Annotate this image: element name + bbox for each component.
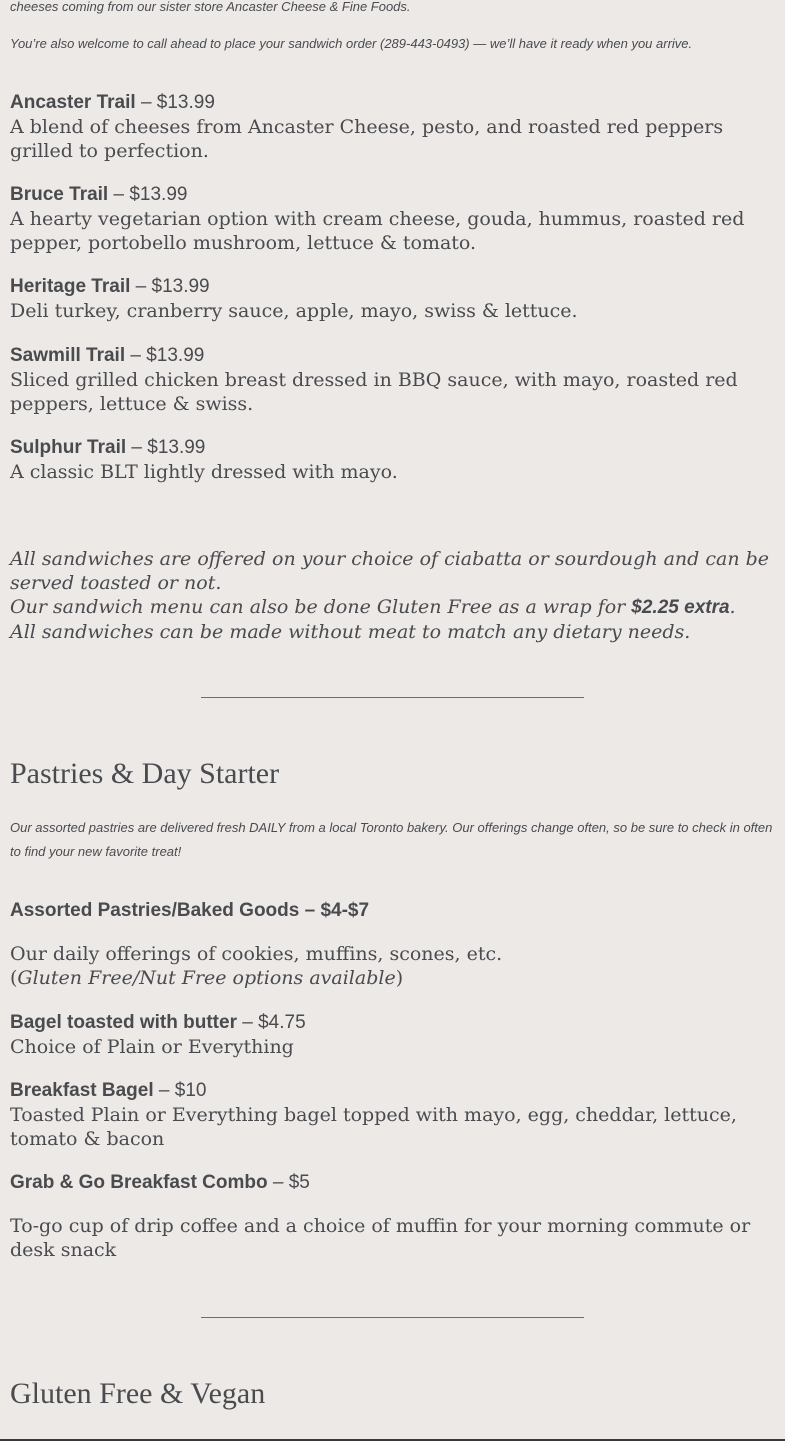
item-price: – $13.99: [130, 276, 210, 297]
item-price: – $4.75: [236, 1012, 306, 1033]
item-name: Bagel toasted with butter: [10, 1012, 237, 1033]
menu-item-heritage-trail: [10, 274, 775, 323]
menu-item-ancaster-trail: [10, 90, 775, 163]
item-description: Our daily offerings of cookies, muffins, scones, etc.: [10, 943, 503, 965]
menu-item-breakfast-bagel: [10, 1078, 775, 1151]
item-name: Breakfast Bagel: [10, 1080, 154, 1101]
menu-item-assorted-pastries: [10, 898, 775, 923]
section-heading-pastries: Pastries & Day Starter: [10, 757, 280, 790]
sandwich-notes: [10, 547, 775, 644]
menu-item-bagel-butter: [10, 1010, 775, 1059]
item-description: A classic BLT lightly dressed with mayo.: [10, 461, 398, 483]
item-name: Assorted Pastries/Baked Goods – $4-$7: [10, 900, 370, 921]
item-price: – $13.99: [126, 437, 206, 458]
item-description: Sliced grilled chicken breast dressed in BBQ sauce, with mayo, roasted red peppers, lettuce & swiss.: [10, 369, 738, 415]
item-description: A blend of cheeses from Ancaster Cheese, pesto, and roasted red peppers grilled to perfection.: [10, 116, 724, 162]
item-description: A hearty vegetarian option with cream cheese, gouda, hummus, roasted red pepper, portobello mushroom, lettuce & tomato.: [10, 208, 745, 254]
meatless-note: All sandwiches can be made without meat to match any dietary needs.: [10, 621, 691, 643]
item-description: Deli turkey, cranberry sauce, apple, mayo, swiss & lettuce.: [10, 300, 578, 322]
section-divider: [201, 1317, 584, 1318]
section-divider: [201, 697, 584, 698]
menu-item-sawmill-trail: [10, 343, 775, 416]
item-price: – $13.99: [135, 92, 215, 113]
item-name: Bruce Trail: [10, 184, 109, 205]
intro-text: cheeses coming from our sister store Ancaster Cheese & Fine Foods.: [10, 0, 411, 14]
item-price: – $13.99: [125, 345, 205, 366]
bread-choice-note: All sandwiches are offered on your choice of ciabatta or sourdough and can be served toasted or not.: [10, 548, 770, 594]
gluten-free-price: $2.25 extra: [631, 597, 730, 618]
item-name: Sulphur Trail: [10, 437, 127, 458]
assorted-pastries-description: Our daily offerings of cookies, muffins, scones, etc. (Gluten Free/Nut Free options available): [10, 942, 775, 990]
item-description: To-go cup of drip coffee and a choice of muffin for your morning commute or desk snack: [10, 1215, 751, 1261]
item-description: Choice of Plain or Everything: [10, 1036, 294, 1058]
menu-item-breakfast-combo: [10, 1170, 775, 1195]
menu-item-bruce-trail: [10, 182, 775, 255]
item-price: – $13.99: [108, 184, 188, 205]
item-price: – $10: [153, 1080, 207, 1101]
item-description: Toasted Plain or Everything bagel topped with mayo, egg, cheddar, lettuce, tomato & bacon: [10, 1104, 737, 1150]
menu-item-sulphur-trail: [10, 435, 775, 484]
breakfast-combo-description: [10, 1214, 775, 1262]
item-name: Ancaster Trail: [10, 92, 136, 113]
dietary-options: Gluten Free/Nut Free options available: [17, 967, 396, 989]
pastries-intro: Our assorted pastries are delivered fresh DAILY from a local Toronto bakery. Our offerings change often, so be sure to check in often to find your new favorite treat!: [10, 820, 773, 859]
item-name: Heritage Trail: [10, 276, 131, 297]
item-name: Grab & Go Breakfast Combo: [10, 1172, 268, 1193]
section-heading-gluten-free: Gluten Free & Vegan: [10, 1377, 266, 1410]
item-price: – $5: [267, 1172, 310, 1193]
gluten-free-note: Our sandwich menu can also be done Gluten Free as a wrap for $2.25 extra.: [10, 596, 736, 618]
call-ahead-text: You’re also welcome to call ahead to place your sandwich order (289-443-0493) — we’ll have it ready when you arrive.: [10, 36, 693, 51]
item-name: Sawmill Trail: [10, 345, 126, 366]
